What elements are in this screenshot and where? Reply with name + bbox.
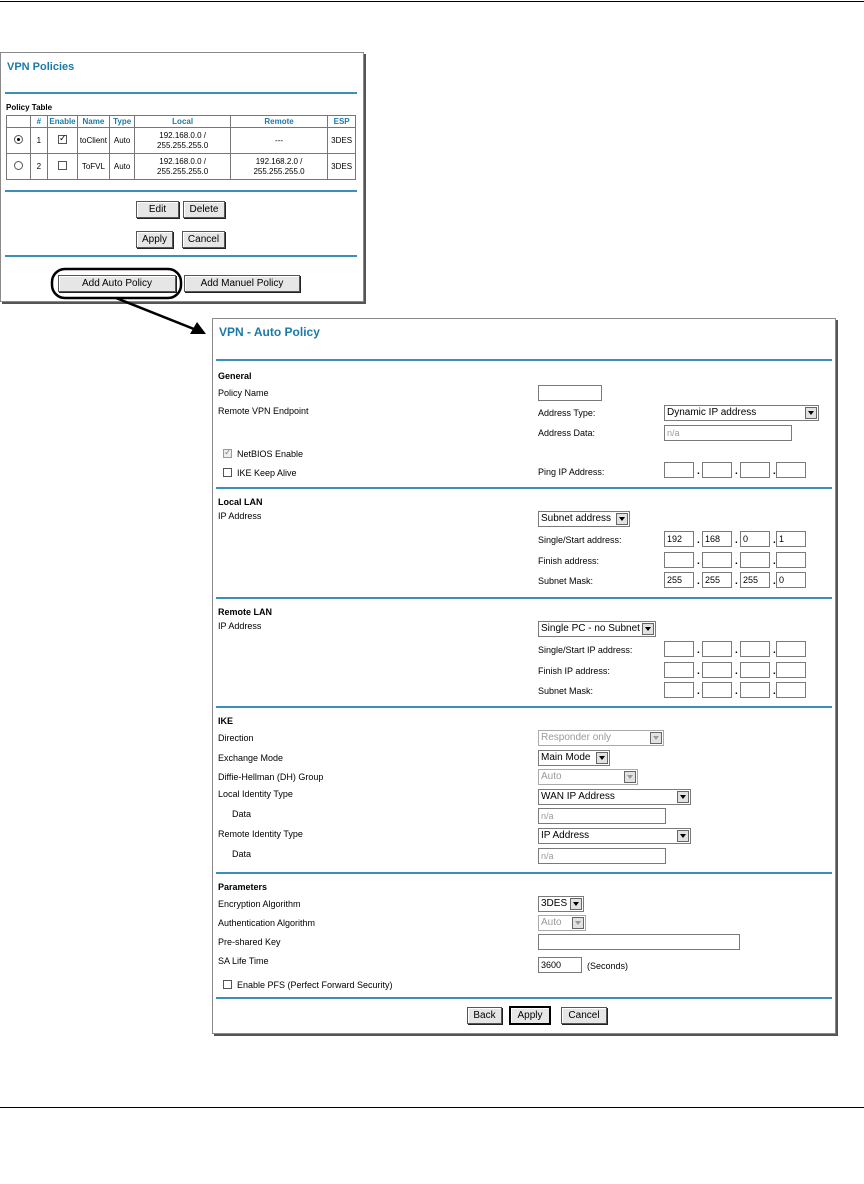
local-mask-octet-3[interactable]: 255 <box>740 572 770 588</box>
local-finish-octet-4[interactable] <box>776 552 806 568</box>
netbios-enable-checkbox[interactable] <box>223 449 232 458</box>
local-subnet-mask-label: Subnet Mask: <box>538 576 594 586</box>
row-num: 2 <box>30 154 47 180</box>
octet-separator: . <box>773 535 776 546</box>
local-ip-address-label: IP Address <box>218 511 262 521</box>
row-esp: 3DES <box>328 128 356 154</box>
octet-separator: . <box>735 556 738 567</box>
octet-separator: . <box>735 645 738 656</box>
chevron-down-icon <box>805 407 817 419</box>
dh-group-value: Auto <box>541 771 562 782</box>
address-data-input[interactable]: n/a <box>664 425 792 441</box>
remote-identity-type-label: Remote Identity Type <box>218 829 303 839</box>
remote-data-label: Data <box>232 849 252 859</box>
local-lan-heading: Local LAN <box>218 497 263 507</box>
parameters-divider <box>216 997 832 999</box>
page-title: VPN Policies <box>7 61 75 73</box>
authentication-algorithm-value: Auto <box>541 917 562 928</box>
cancel-button[interactable]: Cancel <box>561 1007 607 1024</box>
local-identity-type-select[interactable] <box>538 789 691 805</box>
octet-separator: . <box>697 686 700 697</box>
add-manual-policy-button[interactable]: Add Manuel Policy <box>184 275 300 292</box>
cancel-button[interactable]: Cancel <box>182 231 225 248</box>
remote-mask-octet-1[interactable] <box>664 682 694 698</box>
local-data-label: Data <box>232 809 252 819</box>
local-start-octet-1[interactable]: 192 <box>664 531 694 547</box>
address-type-value: Dynamic IP address <box>667 407 757 418</box>
column-header-remote: Remote <box>230 116 327 128</box>
remote-start-octet-3[interactable] <box>740 641 770 657</box>
remote-start-octet-1[interactable] <box>664 641 694 657</box>
octet-separator: . <box>773 686 776 697</box>
local-data-input[interactable]: n/a <box>538 808 666 824</box>
pre-shared-key-input[interactable] <box>538 934 740 950</box>
ike-divider <box>216 872 832 874</box>
chevron-down-icon <box>642 623 654 635</box>
direction-label: Direction <box>218 733 254 743</box>
remote-lan-heading: Remote LAN <box>218 607 273 617</box>
ike-heading: IKE <box>218 716 234 726</box>
address-type-select[interactable] <box>664 405 819 421</box>
sa-life-time-label: SA Life Time <box>218 956 269 966</box>
apply-button[interactable]: Apply <box>510 1007 550 1024</box>
callout-highlight-ring <box>52 269 181 298</box>
column-header-name: Name <box>78 116 110 128</box>
local-start-address-label: Single/Start address: <box>538 535 622 545</box>
address-type-label: Address Type: <box>538 408 596 418</box>
row-local-mask: 255.255.255.0 <box>157 166 209 176</box>
row-local-ip: 192.168.0.0 / <box>159 130 206 140</box>
row-name: toClient <box>78 128 110 154</box>
local-identity-type-value: WAN IP Address <box>541 791 615 802</box>
delete-button[interactable]: Delete <box>183 201 225 218</box>
column-header-local: Local <box>135 116 230 128</box>
chevron-down-icon <box>570 898 582 910</box>
octet-separator: . <box>735 535 738 546</box>
exchange-mode-value: Main Mode <box>541 752 591 763</box>
local-address-mode-select[interactable] <box>538 511 630 527</box>
local-finish-address-label: Finish address: <box>538 556 600 566</box>
remote-mask-octet-4[interactable] <box>776 682 806 698</box>
remote-finish-octet-2[interactable] <box>702 662 732 678</box>
local-address-mode-value: Subnet address <box>541 513 612 524</box>
row-remote-ip: --- <box>275 135 284 145</box>
exchange-mode-label: Exchange Mode <box>218 753 284 763</box>
octet-separator: . <box>773 666 776 677</box>
dh-group-select[interactable] <box>538 769 638 785</box>
edit-button[interactable]: Edit <box>136 201 179 218</box>
arrow-shaft <box>116 298 204 333</box>
local-mask-octet-2[interactable]: 255 <box>702 572 732 588</box>
encryption-algorithm-label: Encryption Algorithm <box>218 899 301 909</box>
chevron-down-icon <box>624 771 636 783</box>
octet-separator: . <box>773 576 776 587</box>
column-header-num: # <box>30 116 47 128</box>
chevron-down-icon <box>677 830 689 842</box>
authentication-algorithm-label: Authentication Algorithm <box>218 918 316 928</box>
ping-ip-label: Ping IP Address: <box>538 467 605 477</box>
row-esp: 3DES <box>328 154 356 180</box>
address-data-label: Address Data: <box>538 428 596 438</box>
local-lan-divider <box>216 597 832 599</box>
row-type: Auto <box>109 154 135 180</box>
row-remote-ip: 192.168.2.0 / <box>255 156 303 166</box>
local-start-octet-4[interactable]: 1 <box>776 531 806 547</box>
remote-mask-octet-2[interactable] <box>702 682 732 698</box>
enable-pfs-label: Enable PFS (Perfect Forward Security) <box>237 980 393 990</box>
octet-separator: . <box>697 556 700 567</box>
octet-separator: . <box>697 535 700 546</box>
apply-button[interactable]: Apply <box>136 231 173 248</box>
remote-mask-octet-3[interactable] <box>740 682 770 698</box>
remote-start-octet-4[interactable] <box>776 641 806 657</box>
row-name: ToFVL <box>78 154 110 180</box>
octet-separator: . <box>773 645 776 656</box>
chevron-down-icon <box>572 917 584 929</box>
remote-finish-octet-4[interactable] <box>776 662 806 678</box>
remote-lan-divider <box>216 706 832 708</box>
direction-value: Responder only <box>541 732 612 743</box>
encryption-algorithm-select[interactable] <box>538 896 584 912</box>
remote-data-input[interactable]: n/a <box>538 848 666 864</box>
octet-separator: . <box>697 666 700 677</box>
parameters-heading: Parameters <box>218 882 268 892</box>
remote-vpn-endpoint-label: Remote VPN Endpoint <box>218 406 309 416</box>
remote-identity-type-value: IP Address <box>541 830 590 841</box>
octet-separator: . <box>735 686 738 697</box>
chevron-down-icon <box>650 732 662 744</box>
local-finish-octet-3[interactable] <box>740 552 770 568</box>
row-type: Auto <box>109 128 135 154</box>
netbios-enable-label: NetBIOS Enable <box>237 449 304 459</box>
chevron-down-icon <box>616 513 628 525</box>
pre-shared-key-label: Pre-shared Key <box>218 937 281 947</box>
local-start-octet-2[interactable]: 168 <box>702 531 732 547</box>
ping-ip-octet-1[interactable] <box>664 462 694 478</box>
remote-finish-octet-1[interactable] <box>664 662 694 678</box>
sa-life-time-unit: (Seconds) <box>587 961 629 971</box>
local-mask-octet-4[interactable]: 0 <box>776 572 806 588</box>
remote-start-octet-2[interactable] <box>702 641 732 657</box>
remote-identity-type-select[interactable] <box>538 828 691 844</box>
row-local-mask: 255.255.255.0 <box>157 140 209 150</box>
remote-subnet-mask-label: Subnet Mask: <box>538 686 594 696</box>
remote-address-mode-value: Single PC - no Subnet <box>541 623 640 634</box>
back-button[interactable]: Back <box>467 1007 502 1024</box>
dh-group-label: Diffie-Hellman (DH) Group <box>218 772 324 782</box>
auto-policy-title: VPN - Auto Policy <box>219 325 320 339</box>
ping-ip-octet-3[interactable] <box>740 462 770 478</box>
ping-ip-octet-2[interactable] <box>702 462 732 478</box>
remote-ip-address-label: IP Address <box>218 621 262 631</box>
local-finish-octet-1[interactable] <box>664 552 694 568</box>
general-heading: General <box>218 371 252 381</box>
local-identity-type-label: Local Identity Type <box>218 789 293 799</box>
enable-pfs-checkbox[interactable] <box>223 980 232 989</box>
row-remote-mask: 255.255.255.0 <box>253 166 305 176</box>
policy-name-label: Policy Name <box>218 388 269 398</box>
octet-separator: . <box>735 666 738 677</box>
bottom-rule <box>0 1107 864 1108</box>
ping-ip-octet-4[interactable] <box>776 462 806 478</box>
row-num: 1 <box>30 128 47 154</box>
vpn-auto-policy-panel <box>212 318 836 1034</box>
sa-life-time-input[interactable]: 3600 <box>538 957 582 973</box>
octet-separator: . <box>773 556 776 567</box>
local-finish-octet-2[interactable] <box>702 552 732 568</box>
column-header-type: Type <box>109 116 135 128</box>
chevron-down-icon <box>677 791 689 803</box>
octet-separator: . <box>735 466 738 477</box>
octet-separator: . <box>735 576 738 587</box>
local-mask-octet-1[interactable]: 255 <box>664 572 694 588</box>
chevron-down-icon <box>596 752 608 764</box>
ike-keep-alive-checkbox[interactable] <box>223 468 232 477</box>
title-divider <box>216 359 832 361</box>
column-header-enable: Enable <box>49 117 76 126</box>
remote-start-address-label: Single/Start IP address: <box>538 645 633 655</box>
policy-name-input[interactable] <box>538 385 602 401</box>
add-auto-policy-button[interactable]: Add Auto Policy <box>58 275 176 292</box>
remote-finish-address-label: Finish IP address: <box>538 666 610 676</box>
callout-arrow <box>0 0 864 360</box>
encryption-algorithm-value: 3DES <box>541 898 568 909</box>
octet-separator: . <box>697 466 700 477</box>
authentication-algorithm-select[interactable] <box>538 915 586 931</box>
octet-separator: . <box>697 645 700 656</box>
general-divider <box>216 487 832 489</box>
policy-table-caption: Policy Table <box>6 103 53 112</box>
octet-separator: . <box>773 466 776 477</box>
row-local-ip: 192.168.0.0 / <box>159 156 206 166</box>
exchange-mode-select[interactable] <box>538 750 610 766</box>
ike-keep-alive-label: IKE Keep Alive <box>237 468 297 478</box>
local-start-octet-3[interactable]: 0 <box>740 531 770 547</box>
remote-address-mode-select[interactable] <box>538 621 656 637</box>
column-header-esp: ESP <box>328 116 356 128</box>
direction-select[interactable] <box>538 730 664 746</box>
remote-finish-octet-3[interactable] <box>740 662 770 678</box>
octet-separator: . <box>697 576 700 587</box>
